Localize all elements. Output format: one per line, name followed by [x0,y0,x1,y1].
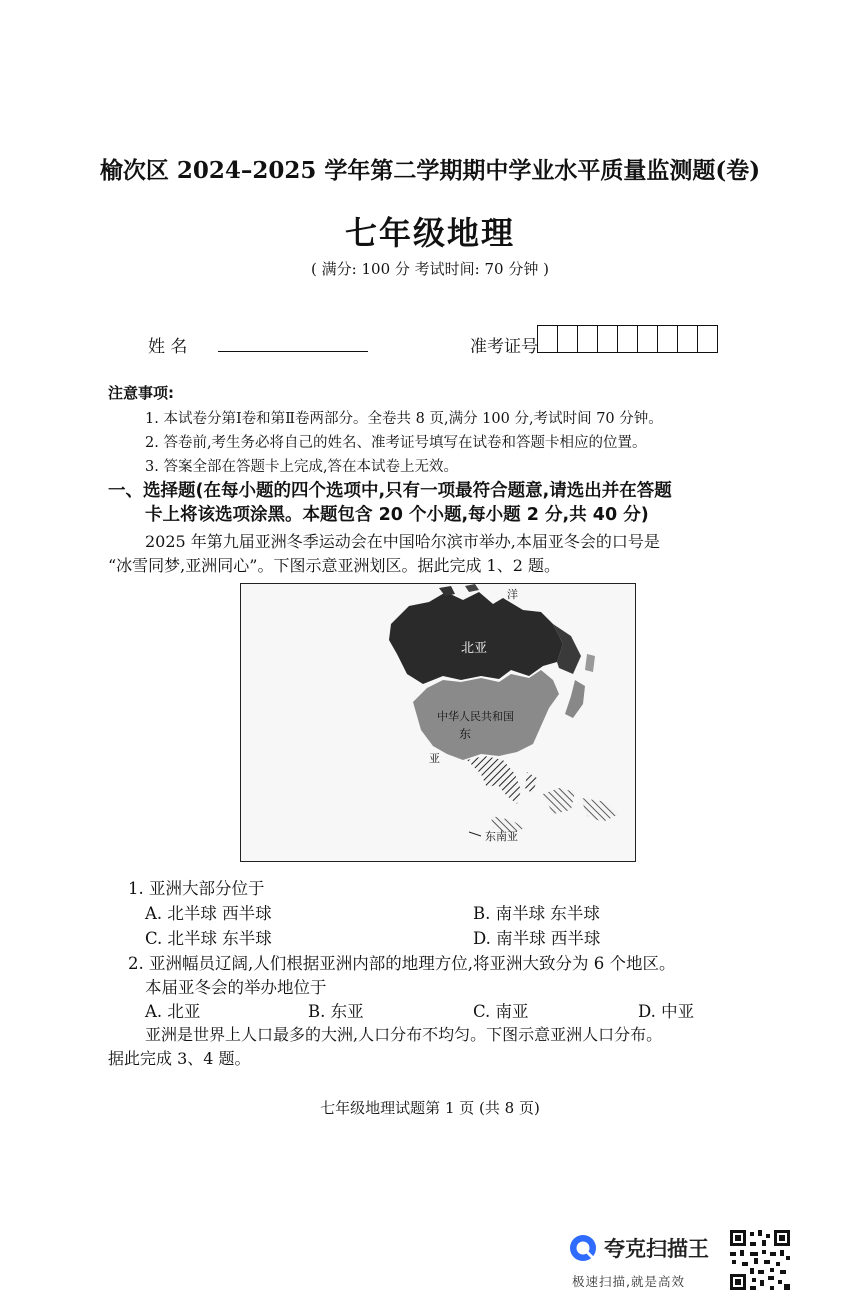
name-field[interactable] [218,333,368,352]
map-label-southeast: 东南亚 [485,830,518,843]
section-heading: 一、选择题(在每小题的四个选项中,只有一项最符合题意,请选出并在答题 [108,481,672,501]
q2-option-c: C. 南亚 [473,1002,529,1021]
id-label: 准考证号 [470,337,538,357]
id-box[interactable] [598,326,618,352]
note-item: 1. 本试卷分第Ⅰ卷和第Ⅱ卷两部分。全卷共 8 页,满分 100 分,考试时间 70 分钟。 [145,411,663,427]
id-box[interactable] [558,326,578,352]
subject-title: 七年级地理 [344,214,515,252]
intro-paragraph-2: 亚洲是世界上人口最多的大洲,人口分布不均匀。下图示意亚洲人口分布。 [145,1025,663,1044]
question-1-stem: 1. 亚洲大部分位于 [128,879,265,898]
notes-heading: 注意事项: [108,384,174,402]
question-2-stem: 2. 亚洲幅员辽阔,人们根据亚洲内部的地理方位,将亚洲大致分为 6 个地区。 [128,954,676,973]
id-number-boxes[interactable] [537,325,718,353]
q1-option-d: D. 南半球 西半球 [473,929,601,948]
note-item: 3. 答案全部在答题卡上完成,答在本试卷上无效。 [145,459,459,475]
q2-option-b: B. 东亚 [308,1002,364,1021]
map-graphic [241,584,635,861]
map-label-china: 中华人民共和国 [437,710,514,723]
intro-paragraph-2-cont: 据此完成 3、4 题。 [108,1049,251,1068]
scanner-brand [568,1233,709,1263]
map-label-east: 东 [459,727,472,741]
intro-paragraph-cont: “冰雪同梦,亚洲同心”。下图示意亚洲划区。据此完成 1、2 题。 [108,556,560,575]
id-box[interactable] [678,326,698,352]
question-2-stem-cont: 本届亚冬会的举办地位于 [145,978,327,997]
q1-option-c: C. 北半球 东半球 [145,929,272,948]
brand-name: 夸克扫描王 [604,1237,709,1261]
id-box[interactable] [538,326,558,352]
exam-title: 榆次区 2024–2025 学年第二学期期中学业水平质量监测题(卷) [99,157,761,184]
page-footer: 七年级地理试题第 1 页 (共 8 页) [320,1099,540,1117]
section-heading-cont: 卡上将该选项涂黑。本题包含 20 个小题,每小题 2 分,共 40 分) [145,505,649,525]
id-box[interactable] [698,326,717,352]
asia-region-map [240,583,636,862]
q2-option-d: D. 中亚 [638,1002,695,1021]
q1-option-b: B. 南半球 东半球 [473,904,600,923]
id-box[interactable] [638,326,658,352]
brand-slogan: 极速扫描,就是高效 [572,1274,685,1289]
map-label-west: 亚 [429,752,440,765]
id-box[interactable] [658,326,678,352]
qr-code-icon [728,1228,792,1292]
id-box[interactable] [578,326,598,352]
note-item: 2. 答卷前,考生务必将自己的姓名、准考证号填写在试卷和答题卡相应的位置。 [145,435,647,451]
exam-info: ( 满分: 100 分 考试时间: 70 分钟 ) [311,260,549,278]
brand-logo-icon [568,1233,598,1263]
map-label-ocean: 洋 [507,588,518,601]
id-box[interactable] [618,326,638,352]
q2-option-a: A. 北亚 [145,1002,201,1021]
map-label-north-asia: 北亚 [461,641,488,656]
name-label: 姓 名 [148,337,188,357]
q1-option-a: A. 北半球 西半球 [145,904,272,923]
intro-paragraph: 2025 年第九届亚洲冬季运动会在中国哈尔滨市举办,本届亚冬会的口号是 [145,532,660,551]
